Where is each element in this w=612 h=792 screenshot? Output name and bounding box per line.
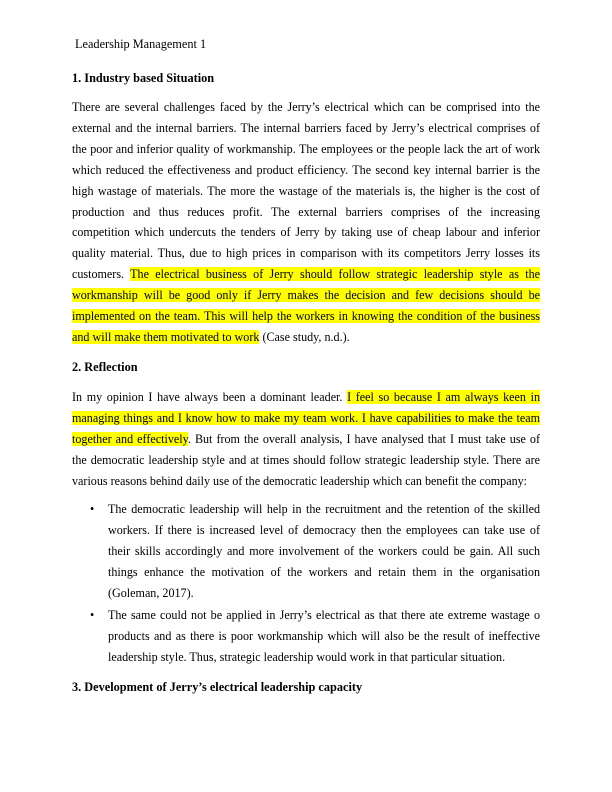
section-1-paragraph — [72, 97, 540, 348]
section-2-heading: 2. Reflection — [72, 360, 138, 374]
section-1-highlighted-text: The electrical business of Jerry should follow strategic leadership style as the workmanship will be good only if Jerry makes the decision and few decisions should be implemented on the team. This will help the workers in knowing the condition of the business and will make them motivated to work — [72, 267, 540, 344]
section-2-highlighted-text: I feel so because I am always keen in managing things and I know how to make my team work. I have capabilities to make the team together and effectively — [72, 390, 541, 446]
list-item-text: The democratic leadership will help in the recruitment and the retention of the skilled workers. If there is increased level of democracy then the employees can take use of their skills accordingly and more involvement of the workers could be gain. All such things enhance the motivation of the workers and retain them in the organisation (Goleman, 2017). — [108, 502, 540, 600]
bullet-icon: • — [90, 502, 95, 516]
section-1-text: There are several challenges faced by the Jerry’s electrical which can be comprised into the external and the internal barriers. The internal barriers faced by Jerry’s electrical comprises of the poor and inferior quality of workmanship. The employees or the people lack the art of work which reduced the effectiveness and product efficiency. The second key internal barrier is the high wastage of materials. The more the wastage of the materials is, the higher is the cost of production and thus reduces profit. The external barriers comprises of the increasing competition which undercuts the tenders of Jerry by taking use of cheap labour and inferior quality material. Thus, due to high prices in comparison with its competitors Jerry losses its customers. — [72, 100, 540, 282]
bullet-icon: • — [90, 608, 95, 622]
section-3-heading: 3. Development of Jerry’s electrical leadership capacity — [72, 680, 363, 694]
page-number: 1 — [199, 37, 207, 51]
section-2-text-continued: . But from the overall analysis, I have analysed that I must take use of the democratic leadership style and at times should follow strategic leadership style. There are various reasons behind daily use of the democratic leadership which can benefit the company: — [72, 431, 541, 488]
section-1-citation: (Case study, n.d.). — [259, 329, 350, 344]
section-2-text: In my opinion I have always been a dominant leader. — [72, 390, 348, 404]
running-head-title: Leadership Management — [75, 37, 197, 51]
section-1-heading: 1. Industry based Situation — [72, 71, 215, 85]
section-2-paragraph — [72, 387, 540, 492]
list-item-text: The same could not be applied in Jerry’s electrical as that there ate extreme wastage o products and as there is poor workmanship which will also be the result of ineffective leadership style. Thus, strategic leadership would work in that particular situation. — [108, 608, 540, 664]
running-header — [75, 37, 206, 52]
